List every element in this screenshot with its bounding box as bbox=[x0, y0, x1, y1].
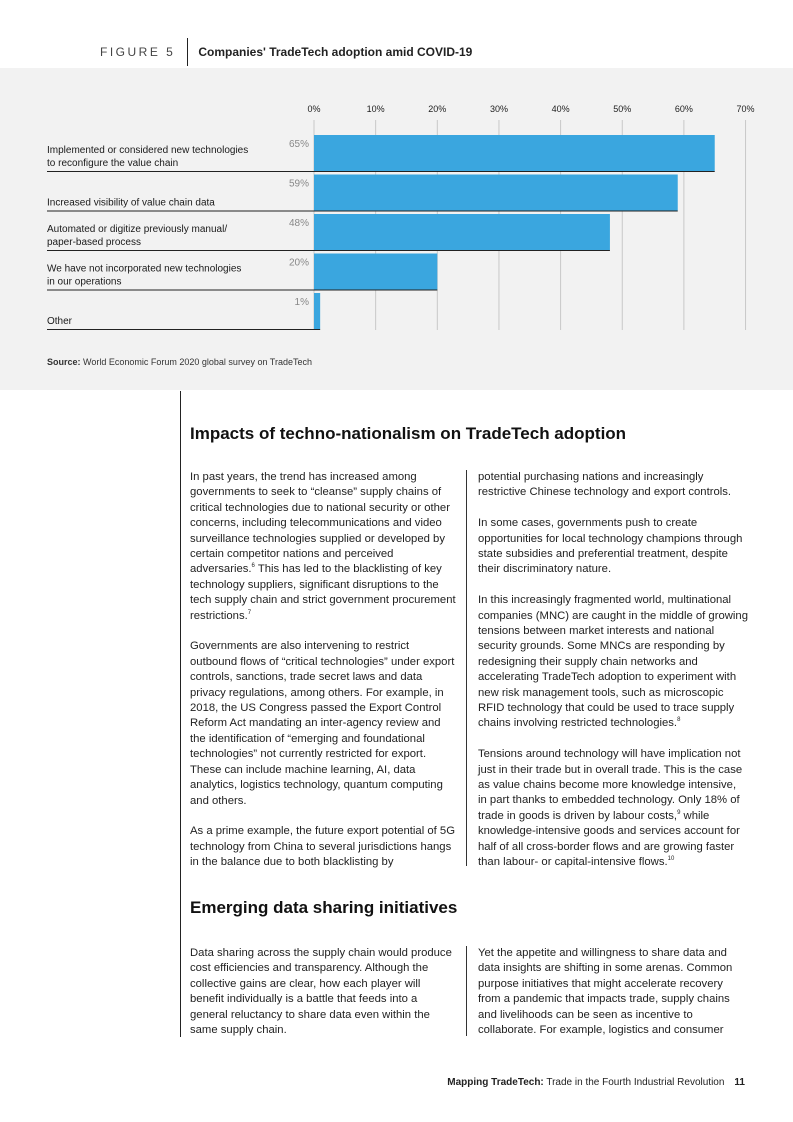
bar-chart bbox=[0, 68, 793, 390]
paragraph: Yet the appetite and willingness to share data and data insights are shifting in some arenas. Common purpose initiatives that might accelerate recovery from a pandemic that impacts trade, supply chains and livelihoods can be seen as incentive to collaborate. For example, logistics and consumer bbox=[478, 947, 733, 1037]
tick-label: 50% bbox=[613, 104, 632, 114]
paragraph: In this increasingly fragmented world, multinational companies (MNC) are caught in the middle of growing tensions between market interests and national security grounds. Some MNCs are responding by redesigning their supply chain networks and accelerating TradeTech adoption to experiment with new risk management tools, such as microscopic RFID technology that could be used to trace supply chains involving restricted technologies.$^8$ bbox=[478, 594, 748, 730]
paragraph: In some cases, governments push to create opportunities for local technology champions through state subsidies and preferential treatment, despite their discriminatory nature. bbox=[478, 517, 743, 576]
data-label: 1% bbox=[294, 297, 309, 308]
column-divider bbox=[466, 946, 467, 1036]
tick-label: 0% bbox=[307, 104, 321, 114]
category-label: in our operations bbox=[47, 276, 122, 288]
margin-rule bbox=[180, 391, 181, 1037]
column-divider bbox=[466, 470, 467, 866]
paragraph: Data sharing across the supply chain would produce cost efficiencies and transparency. Although the collective gains are clear, how each player will benefit individually is a battle that feeds into a general reluctancy to share data even within the same supply chain. bbox=[190, 947, 452, 1037]
category-label: paper-based process bbox=[47, 237, 141, 248]
figure-divider bbox=[187, 38, 188, 66]
section1-left-column bbox=[190, 470, 456, 886]
footnote-ref: 9 bbox=[677, 810, 681, 817]
section1-right-column bbox=[478, 470, 748, 886]
paragraph: potential purchasing nations and increasingly restrictive Chinese technology and export controls. bbox=[478, 471, 732, 499]
bar bbox=[314, 293, 320, 329]
page-footer bbox=[447, 1077, 745, 1088]
page-number: 11 bbox=[734, 1077, 745, 1088]
figure-source bbox=[47, 357, 312, 367]
data-label: 59% bbox=[288, 178, 309, 190]
category-label: Automated or digitize previously manual/ bbox=[47, 224, 228, 235]
paragraph: Tensions around technology will have implication not just in their trade but in overall trade. This is the case as value chains become more knowledge intensive, in part thanks to embedded technology. Only 18% of trade in goods is driven by labour costs,$^9$ while knowledge-intensive goods and services account for half of all cross-border flows and are growing faster than labour- or capital-intensive flows.$^{10}$ bbox=[478, 748, 743, 869]
paragraph: Governments are also intervening to restrict outbound flows of “critical technologies” under export controls, sanctions, trade secret laws and data privacy regulations, among others. For example, in 2018, the US Congress passed the Export Control Reform Act mandating an inter-agency review and the identification of “emerging and foundational technologies” not currently restricted for export. These can include machine learning, AI, data analytics, logistics technology, quantum computing and others. bbox=[190, 640, 455, 807]
tick-label: 20% bbox=[428, 104, 447, 114]
category-label: Increased visibility of value chain data bbox=[47, 197, 215, 209]
figure-title: Companies' TradeTech adoption amid COVID-19 bbox=[198, 45, 473, 59]
footnote-ref: 8 bbox=[677, 717, 681, 724]
tick-label: 30% bbox=[489, 104, 508, 114]
category-label: Implemented or considered new technologies bbox=[47, 145, 249, 156]
bar bbox=[314, 175, 678, 211]
section2-right-column bbox=[478, 946, 748, 1054]
category-label: Other bbox=[47, 316, 73, 327]
footer-title-bold: Mapping TradeTech: bbox=[447, 1077, 544, 1088]
paragraph: In past years, the trend has increased among governments to seek to “cleanse” supply chains of critical technologies due to national security or other concerns, including telecommunications and video surveillance technologies supplied or developed by certain competitor nations and perceived adversaries.$^6$ This has led to the blacklisting of key technology suppliers, significant disruptions to the tech supply chain and strict government procurement restrictions.$^7$ bbox=[190, 471, 456, 622]
tick-label: 10% bbox=[366, 104, 385, 114]
data-label: 65% bbox=[288, 139, 309, 150]
category-label: to reconfigure the value chain bbox=[47, 158, 179, 169]
footnote-ref: 10 bbox=[667, 856, 675, 863]
section-heading-techno-nationalism: Impacts of techno-nationalism on TradeTech adoption bbox=[190, 424, 627, 443]
footer-title: Trade in the Fourth Industrial Revolution bbox=[543, 1077, 725, 1088]
category-label: We have not incorporated new technologies bbox=[47, 263, 242, 275]
source-label: Source: bbox=[47, 357, 81, 367]
section-heading-data-sharing: Emerging data sharing initiatives bbox=[190, 898, 458, 917]
figure-label: FIGURE 5 bbox=[100, 45, 176, 59]
tick-label: 70% bbox=[736, 104, 755, 114]
section2-left-column bbox=[190, 946, 456, 1054]
bar bbox=[314, 135, 715, 171]
tick-label: 60% bbox=[674, 104, 693, 114]
chart-panel bbox=[0, 68, 793, 390]
footnote-ref: 7 bbox=[247, 609, 252, 616]
footnote-ref: 6 bbox=[251, 563, 255, 570]
bar bbox=[314, 254, 437, 290]
data-label: 48% bbox=[288, 218, 309, 229]
data-label: 20% bbox=[288, 257, 309, 269]
paragraph: As a prime example, the future export potential of 5G technology from China to several jurisdictions hangs in the balance due to both blacklisting by bbox=[190, 825, 455, 869]
bar bbox=[314, 214, 610, 250]
source-text: World Economic Forum 2020 global survey on TradeTech bbox=[83, 357, 312, 367]
figure-header bbox=[100, 38, 472, 66]
tick-label: 40% bbox=[551, 104, 570, 114]
